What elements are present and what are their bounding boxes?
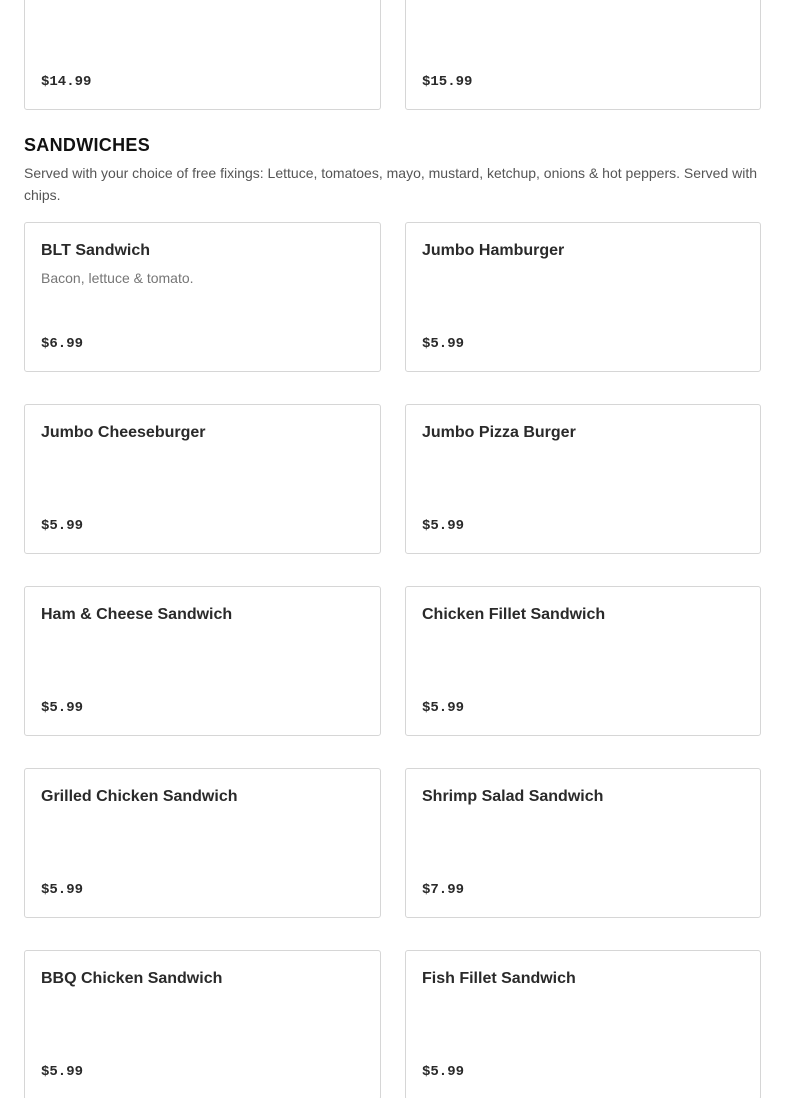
- item-price: $5.99: [41, 1064, 84, 1080]
- item-price: $7.99: [422, 882, 465, 898]
- item-name: BLT Sandwich: [41, 242, 151, 259]
- item-name: Ham & Cheese Sandwich: [41, 606, 233, 623]
- menu-item-card[interactable]: [24, 586, 381, 736]
- item-name: BBQ Chicken Sandwich: [41, 970, 223, 987]
- menu-item-card[interactable]: [24, 950, 381, 1098]
- item-price: $5.99: [422, 336, 465, 352]
- item-price: $5.99: [41, 882, 84, 898]
- item-name: Jumbo Cheeseburger: [41, 424, 206, 441]
- item-price: $5.99: [422, 1064, 465, 1080]
- menu-item-card[interactable]: [405, 950, 761, 1098]
- item-name: Chicken Fillet Sandwich: [422, 606, 606, 623]
- menu-item-card[interactable]: [24, 222, 381, 372]
- item-price: $5.99: [422, 700, 465, 716]
- item-name: Jumbo Hamburger: [422, 242, 565, 259]
- menu-item-card[interactable]: [405, 768, 761, 918]
- menu-item-card[interactable]: [405, 404, 761, 554]
- menu-item-card[interactable]: [405, 222, 761, 372]
- section-title: SANDWICHES: [24, 135, 151, 155]
- menu-item-card[interactable]: [405, 586, 761, 736]
- item-price: $5.99: [41, 518, 84, 534]
- item-name: Jumbo Pizza Burger: [422, 424, 576, 441]
- item-price: $15.99: [422, 74, 473, 90]
- item-description: Bacon, lettuce & tomato.: [41, 270, 194, 286]
- menu-item-card[interactable]: [24, 0, 381, 110]
- item-price: $5.99: [422, 518, 465, 534]
- item-name: Shrimp Salad Sandwich: [422, 788, 604, 805]
- item-name: Grilled Chicken Sandwich: [41, 788, 238, 805]
- menu-item-card[interactable]: [405, 0, 761, 110]
- item-price: $14.99: [41, 74, 92, 90]
- item-price: $6.99: [41, 336, 84, 352]
- item-price: $5.99: [41, 700, 84, 716]
- menu-item-card[interactable]: [24, 404, 381, 554]
- section-description: Served with your choice of free fixings: Lettuce, tomatoes, mayo, mustard, ketchup, onions & hot peppers. Served with chips.: [24, 165, 758, 203]
- menu-item-card[interactable]: [24, 768, 381, 918]
- item-name: Fish Fillet Sandwich: [422, 970, 576, 987]
